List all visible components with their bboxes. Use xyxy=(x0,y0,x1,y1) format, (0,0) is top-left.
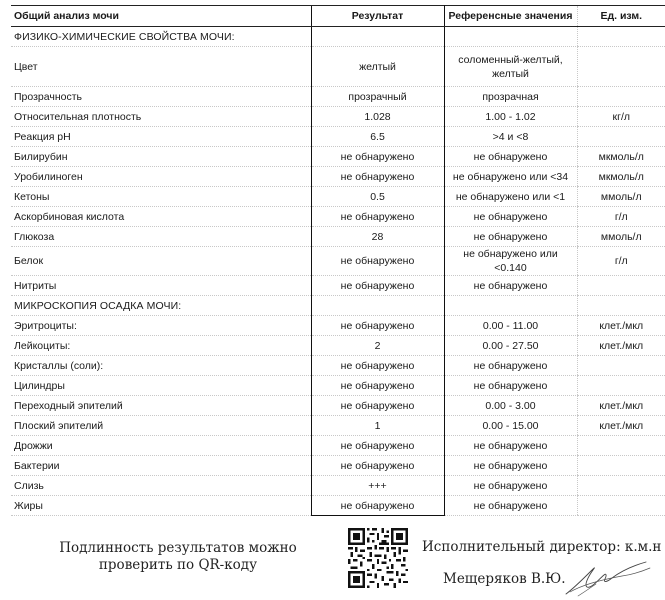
unit-cell: клет./мкл xyxy=(577,316,665,336)
test-name-cell: Билирубин xyxy=(11,147,311,167)
result-cell: 6.5 xyxy=(311,127,444,147)
result-cell: 1.028 xyxy=(311,107,444,127)
header-result: Результат xyxy=(311,6,444,27)
unit-cell xyxy=(577,47,665,87)
test-name-cell: Относительная плотность xyxy=(11,107,311,127)
reference-cell: не обнаружено xyxy=(444,276,577,296)
reference-cell: не обнаружено xyxy=(444,207,577,227)
reference-cell: не обнаружено xyxy=(444,436,577,456)
test-name-cell: Уробилиноген xyxy=(11,167,311,187)
table-row xyxy=(11,336,665,356)
unit-cell: г/л xyxy=(577,247,665,276)
table-row xyxy=(11,496,665,516)
table-row xyxy=(11,416,665,436)
verification-line-1: Подлинность результатов можно xyxy=(59,540,297,556)
urinalysis-table xyxy=(11,5,665,516)
unit-cell: клет./мкл xyxy=(577,416,665,436)
header-test-name: Общий анализ мочи xyxy=(11,6,311,27)
unit-cell xyxy=(577,27,665,47)
table-row xyxy=(11,316,665,336)
test-name-cell: Кетоны xyxy=(11,187,311,207)
reference-cell: не обнаружено или <1 xyxy=(444,187,577,207)
unit-cell xyxy=(577,476,665,496)
test-name-cell: Дрожжи xyxy=(11,436,311,456)
reference-cell xyxy=(444,296,577,316)
result-cell: 0.5 xyxy=(311,187,444,207)
test-name-cell: Бактерии xyxy=(11,456,311,476)
signature-icon xyxy=(560,558,655,598)
result-cell xyxy=(311,296,444,316)
table-row xyxy=(11,27,665,47)
result-cell: 1 xyxy=(311,416,444,436)
result-cell: +++ xyxy=(311,476,444,496)
section-title: ФИЗИКО-ХИМИЧЕСКИЕ СВОЙСТВА МОЧИ: xyxy=(11,27,311,47)
reference-cell: не обнаружено или <0.140 xyxy=(444,247,577,276)
test-name-cell: Белок xyxy=(11,247,311,276)
result-cell: не обнаружено xyxy=(311,496,444,516)
result-cell: не обнаружено xyxy=(311,436,444,456)
unit-cell xyxy=(577,276,665,296)
table-row xyxy=(11,227,665,247)
reference-cell: >4 и <8 xyxy=(444,127,577,147)
table-row xyxy=(11,207,665,227)
test-name-cell: Жиры xyxy=(11,496,311,516)
section-title: МИКРОСКОПИЯ ОСАДКА МОЧИ: xyxy=(11,296,311,316)
result-cell: не обнаружено xyxy=(311,167,444,187)
unit-cell: кг/л xyxy=(577,107,665,127)
reference-cell: соломенный-желтый, желтый xyxy=(444,47,577,87)
result-cell: не обнаружено xyxy=(311,456,444,476)
unit-cell: ммоль/л xyxy=(577,227,665,247)
verification-line-2: проверить по QR-коду xyxy=(98,557,258,573)
table-row xyxy=(11,107,665,127)
result-cell: не обнаружено xyxy=(311,247,444,276)
test-name-cell: Цвет xyxy=(11,47,311,87)
table-row xyxy=(11,436,665,456)
unit-cell: мкмоль/л xyxy=(577,167,665,187)
reference-cell: не обнаружено xyxy=(444,356,577,376)
test-name-cell: Глюкоза xyxy=(11,227,311,247)
reference-cell: 1.00 - 1.02 xyxy=(444,107,577,127)
test-name-cell: Кристаллы (соли): xyxy=(11,356,311,376)
table-row xyxy=(11,276,665,296)
reference-cell: 0.00 - 27.50 xyxy=(444,336,577,356)
unit-cell: клет./мкл xyxy=(577,336,665,356)
result-cell: не обнаружено xyxy=(311,376,444,396)
table-row xyxy=(11,167,665,187)
reference-cell: 0.00 - 15.00 xyxy=(444,416,577,436)
director-title: Исполнительный директор: к.м.н xyxy=(422,539,662,555)
unit-cell: мкмоль/л xyxy=(577,147,665,167)
unit-cell xyxy=(577,356,665,376)
table-row xyxy=(11,376,665,396)
reference-cell: не обнаружено xyxy=(444,227,577,247)
table-row xyxy=(11,476,665,496)
test-name-cell: Реакция pH xyxy=(11,127,311,147)
table-header-row xyxy=(11,6,665,27)
test-name-cell: Нитриты xyxy=(11,276,311,296)
unit-cell xyxy=(577,496,665,516)
table-row xyxy=(11,247,665,276)
test-name-cell: Эритроциты: xyxy=(11,316,311,336)
unit-cell xyxy=(577,376,665,396)
result-cell: не обнаружено xyxy=(311,147,444,167)
unit-cell: ммоль/л xyxy=(577,187,665,207)
table-row xyxy=(11,47,665,87)
unit-cell xyxy=(577,436,665,456)
test-name-cell: Аскорбиновая кислота xyxy=(11,207,311,227)
qr-code-icon[interactable] xyxy=(348,528,408,588)
table-row xyxy=(11,147,665,167)
unit-cell: г/л xyxy=(577,207,665,227)
reference-cell: прозрачная xyxy=(444,87,577,107)
test-name-cell: Прозрачность xyxy=(11,87,311,107)
reference-cell: не обнаружено xyxy=(444,456,577,476)
table-row xyxy=(11,396,665,416)
table-row xyxy=(11,296,665,316)
table-row xyxy=(11,127,665,147)
test-name-cell: Лейкоциты: xyxy=(11,336,311,356)
reference-cell: не обнаружено xyxy=(444,147,577,167)
reference-cell: не обнаружено или <34 xyxy=(444,167,577,187)
result-cell: 28 xyxy=(311,227,444,247)
header-reference: Референсные значения xyxy=(444,6,577,27)
unit-cell xyxy=(577,296,665,316)
verification-note xyxy=(52,540,304,574)
result-cell: 2 xyxy=(311,336,444,356)
unit-cell xyxy=(577,456,665,476)
director-name: Мещеряков В.Ю. xyxy=(443,571,566,587)
unit-cell xyxy=(577,87,665,107)
result-cell: прозрачный xyxy=(311,87,444,107)
unit-cell: клет./мкл xyxy=(577,396,665,416)
result-cell: не обнаружено xyxy=(311,396,444,416)
result-cell: не обнаружено xyxy=(311,356,444,376)
reference-cell: 0.00 - 11.00 xyxy=(444,316,577,336)
unit-cell xyxy=(577,127,665,147)
reference-cell: 0.00 - 3.00 xyxy=(444,396,577,416)
test-name-cell: Переходный эпителий xyxy=(11,396,311,416)
table-row xyxy=(11,187,665,207)
result-cell xyxy=(311,27,444,47)
table-row xyxy=(11,456,665,476)
table-row xyxy=(11,356,665,376)
test-name-cell: Плоский эпителий xyxy=(11,416,311,436)
reference-cell: не обнаружено xyxy=(444,496,577,516)
result-cell: желтый xyxy=(311,47,444,87)
reference-cell: не обнаружено xyxy=(444,476,577,496)
result-cell: не обнаружено xyxy=(311,316,444,336)
result-cell: не обнаружено xyxy=(311,276,444,296)
test-name-cell: Слизь xyxy=(11,476,311,496)
result-cell: не обнаружено xyxy=(311,207,444,227)
table-row xyxy=(11,87,665,107)
test-name-cell: Цилиндры xyxy=(11,376,311,396)
header-unit: Ед. изм. xyxy=(577,6,665,27)
reference-cell xyxy=(444,27,577,47)
reference-cell: не обнаружено xyxy=(444,376,577,396)
